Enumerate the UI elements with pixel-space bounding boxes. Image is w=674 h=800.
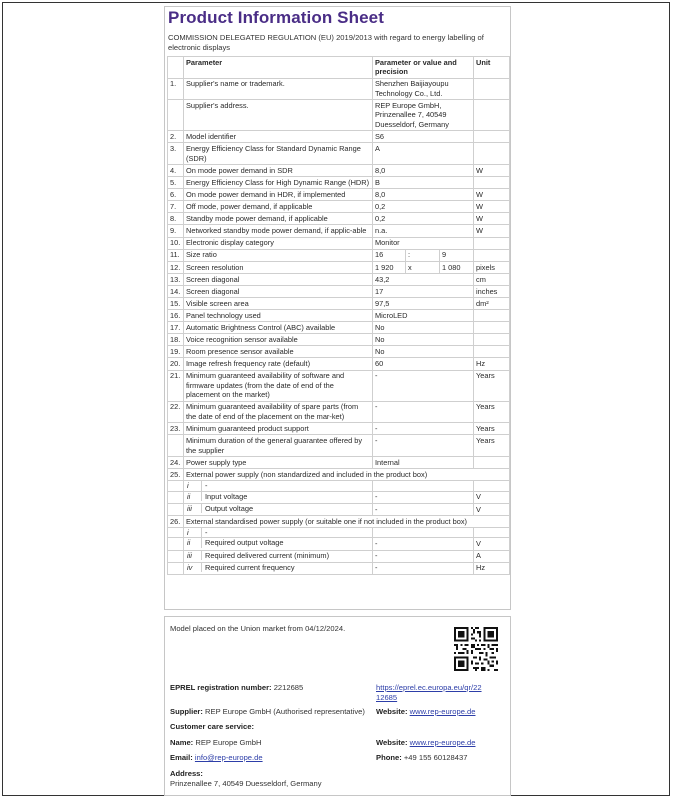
phone-value: +49 155 60128437 xyxy=(403,753,468,762)
table-row: 9. Networked standby mode power demand, if applic-able n.a. W xyxy=(168,225,510,237)
table-row: 10. Electronic display category Monitor xyxy=(168,237,510,249)
customer-care-label: Customer care service: xyxy=(170,722,254,731)
parameter-table xyxy=(167,56,510,575)
table-row: 6. On mode power demand in HDR, if implemented 8,0 W xyxy=(168,189,510,201)
table-row: ii Required output voltage - V xyxy=(168,538,510,550)
header-value: Parameter or value and precision xyxy=(373,57,474,79)
table-row: 8. Standby mode power demand, if applicable 0,2 W xyxy=(168,213,510,225)
header-parameter: Parameter xyxy=(184,57,373,79)
table-row: 13. Screen diagonal 43,2 cm xyxy=(168,273,510,285)
table-row: 3. Energy Efficiency Class for Standard Dynamic Range (SDR) A xyxy=(168,143,510,165)
website-label: Website: xyxy=(376,707,408,716)
table-row: 19. Room presence sensor available No xyxy=(168,346,510,358)
table-header-row xyxy=(168,57,510,79)
table-row: 21. Minimum guaranteed availability of software and firmware updates (from the date of end of the placement on the market) - Years xyxy=(168,370,510,401)
table-row: i - xyxy=(168,527,510,538)
table-row: 2. Model identifier S6 xyxy=(168,131,510,143)
table-row: i - xyxy=(168,481,510,492)
supplier-info-box xyxy=(164,616,511,796)
table-row: 18. Voice recognition sensor available No xyxy=(168,334,510,346)
table-row: Supplier's address. REP Europe GmbH, Prinzenallee 7, 40549 Duesseldorf, Germany xyxy=(168,100,510,131)
table-row: 7. Off mode, power demand, if applicable 0,2 W xyxy=(168,201,510,213)
table-row: Minimum duration of the general guarantee offered by the supplier - Years xyxy=(168,435,510,457)
regulation-subtitle: COMMISSION DELEGATED REGULATION (EU) 2019/2013 with regard to energy labelling of electronic displays xyxy=(168,33,484,52)
page-title: Product Information Sheet xyxy=(168,8,384,27)
table-row: 4. On mode power demand in SDR 8,0 W xyxy=(168,164,510,176)
qr-code-icon[interactable] xyxy=(454,627,498,671)
supplier-label: Supplier: xyxy=(170,707,203,716)
table-row: 16. Panel technology used MicroLED xyxy=(168,310,510,322)
supplier-value: REP Europe GmbH (Authorised representative) xyxy=(205,707,365,716)
name-value: REP Europe GmbH xyxy=(195,738,262,747)
eprel-link-continued[interactable]: 12685 xyxy=(376,693,398,702)
table-row: iii Required delivered current (minimum) - A xyxy=(168,550,510,562)
table-row: iv Required current frequency - Hz xyxy=(168,562,510,574)
standardised-supply-title-row: 26. External standardised power supply (or suitable one if not included in the product box) xyxy=(168,515,510,527)
eprel-link[interactable]: https://eprel.ec.europa.eu/qr/22 xyxy=(376,683,482,692)
table-row: 5. Energy Efficiency Class for High Dynamic Range (HDR) B xyxy=(168,177,510,189)
phone-label: Phone: xyxy=(376,753,402,762)
table-row: iii Output voltage - V xyxy=(168,503,510,515)
power-supply-row: 24. Power supply type Internal xyxy=(168,456,510,468)
table-row: 15. Visible screen area 97,5 dm² xyxy=(168,298,510,310)
address-label: Address: xyxy=(170,769,203,778)
website-link[interactable]: www.rep-europe.de xyxy=(409,707,476,716)
table-row: 22. Minimum guaranteed availability of spare parts (from the date of end of the placement on the mar-ket) - Years xyxy=(168,401,510,423)
market-placement-date: Model placed on the Union market from 04/12/2024. xyxy=(170,624,346,633)
eprel-label: EPREL registration number: xyxy=(170,683,272,692)
table-row: 14. Screen diagonal 17 inches xyxy=(168,285,510,297)
table-row: 20. Image refresh frequency rate (default) 60 Hz xyxy=(168,358,510,370)
website2-link[interactable]: www.rep-europe.de xyxy=(409,738,476,747)
website2-label: Website: xyxy=(376,738,408,747)
address-value: Prinzenallee 7, 40549 Duesseldorf, Germany xyxy=(170,779,322,788)
table-row: 1. Supplier's name or trademark. Shenzhen Baijiayoupu Technology Co., Ltd. xyxy=(168,78,510,100)
table-row: 23. Minimum guaranteed product support - Years xyxy=(168,423,510,435)
size-ratio-row: 11. Size ratio 16 : 9 xyxy=(168,249,510,261)
resolution-row: 12. Screen resolution 1 920 x 1 080 pixels xyxy=(168,261,510,273)
email-link[interactable]: info@rep-europe.de xyxy=(194,753,263,762)
name-label: Name: xyxy=(170,738,194,747)
header-unit: Unit xyxy=(474,57,510,79)
table-row: ii Input voltage - V xyxy=(168,491,510,503)
eprel-number: 2212685 xyxy=(273,683,304,692)
external-supply-title-row: 25. External power supply (non standardized and included in the product box) xyxy=(168,469,510,481)
table-row: 17. Automatic Brightness Control (ABC) available No xyxy=(168,322,510,334)
email-label: Email: xyxy=(170,753,193,762)
